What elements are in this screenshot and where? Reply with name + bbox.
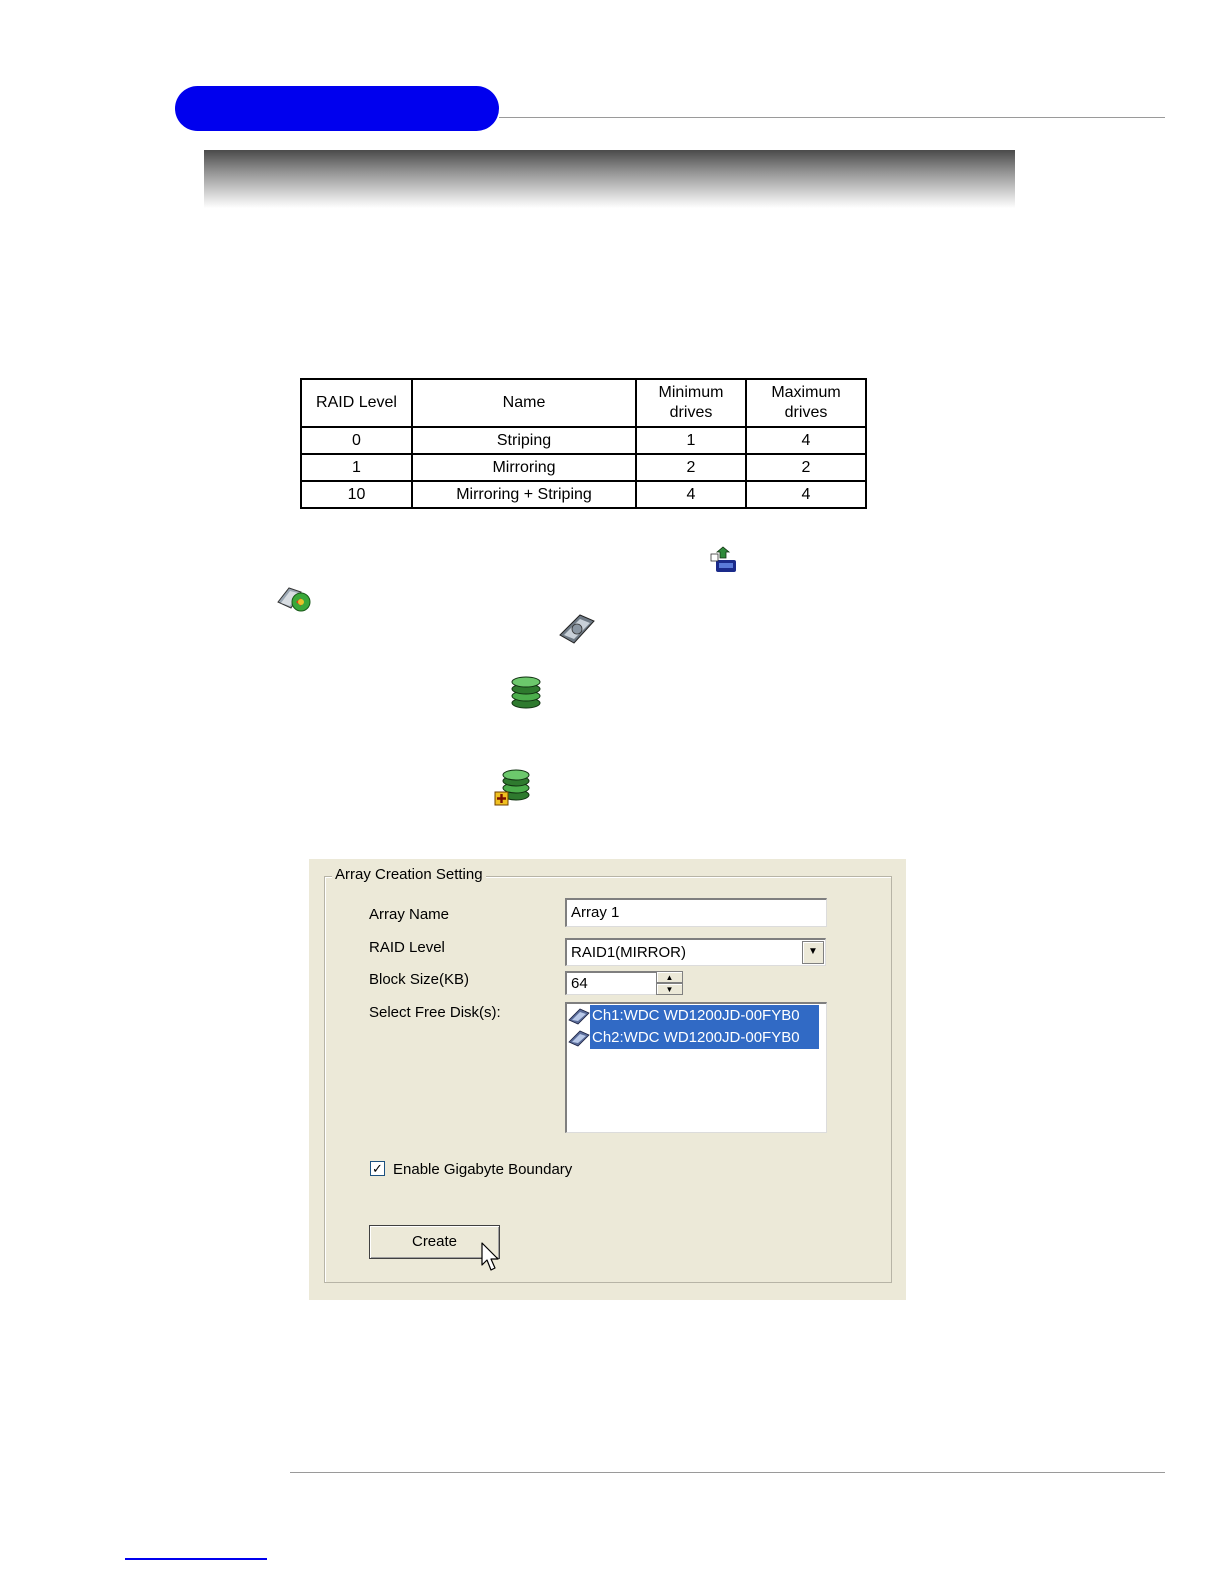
free-disks-listbox[interactable]: [565, 1002, 827, 1133]
header-max-drives: [746, 379, 866, 427]
footer-accent: [125, 1558, 267, 1560]
table-cell: 4: [746, 427, 866, 454]
block-size-label: Block Size(KB): [369, 971, 470, 988]
header-max-drives-text: Maximum drives: [771, 384, 841, 421]
table-row: [301, 454, 866, 481]
table-cell: Striping: [412, 427, 636, 454]
array-icon: [509, 674, 543, 710]
chapter-tab: [175, 86, 499, 131]
table-cell: Mirroring + Striping: [412, 481, 636, 508]
table-row: [301, 427, 866, 454]
free-disks-label: Select Free Disk(s):: [369, 1004, 501, 1021]
create-button[interactable]: Create: [369, 1225, 500, 1259]
chevron-down-icon[interactable]: ▼: [802, 941, 824, 964]
create-array-icon: [494, 768, 532, 806]
raid-level-select[interactable]: [565, 938, 826, 966]
header-rule: [499, 117, 1165, 118]
table-cell: 10: [301, 481, 412, 508]
raid-level-table: [300, 378, 867, 509]
header-min-drives: [636, 379, 746, 427]
header-min-drives-text: Minimum drives: [658, 384, 724, 421]
table-cell: 2: [636, 454, 746, 481]
raid-level-value: RAID1(MIRROR): [571, 944, 686, 961]
add-disk-icon: [707, 544, 739, 576]
disk-icon: [568, 1007, 590, 1025]
list-item[interactable]: [568, 1005, 822, 1027]
footer-rule: [290, 1472, 1165, 1473]
table-row: [301, 481, 866, 508]
spin-down-icon[interactable]: ▼: [656, 983, 683, 995]
table-cell: 0: [301, 427, 412, 454]
table-cell: 1: [301, 454, 412, 481]
table-cell: 4: [636, 481, 746, 508]
list-item-label: Ch1:WDC WD1200JD-00FYB0: [590, 1005, 819, 1027]
table-cell: 2: [746, 454, 866, 481]
array-name-label: Array Name: [369, 906, 450, 923]
table-cell: 4: [746, 481, 866, 508]
disk-icon: [558, 611, 596, 645]
header-name: Name: [412, 379, 636, 427]
group-title: Array Creation Setting: [332, 866, 486, 883]
section-title-bar: [204, 150, 1015, 208]
gigabyte-boundary-checkbox[interactable]: ✓: [370, 1161, 385, 1176]
table-cell: 1: [636, 427, 746, 454]
header-raid-level: RAID Level: [301, 379, 412, 427]
spin-up-icon[interactable]: ▲: [656, 971, 683, 983]
gigabyte-boundary-label: Enable Gigabyte Boundary: [393, 1161, 573, 1178]
table-header-row: [301, 379, 866, 427]
table-cell: Mirroring: [412, 454, 636, 481]
list-item[interactable]: [568, 1027, 822, 1049]
cursor-icon: [480, 1242, 500, 1272]
rescan-disk-icon: [275, 580, 313, 614]
disk-icon: [568, 1029, 590, 1047]
array-name-input[interactable]: Array 1: [565, 898, 827, 927]
list-item-label: Ch2:WDC WD1200JD-00FYB0: [590, 1027, 819, 1049]
block-size-input[interactable]: 64: [565, 971, 657, 995]
raid-level-label: RAID Level: [369, 939, 445, 956]
